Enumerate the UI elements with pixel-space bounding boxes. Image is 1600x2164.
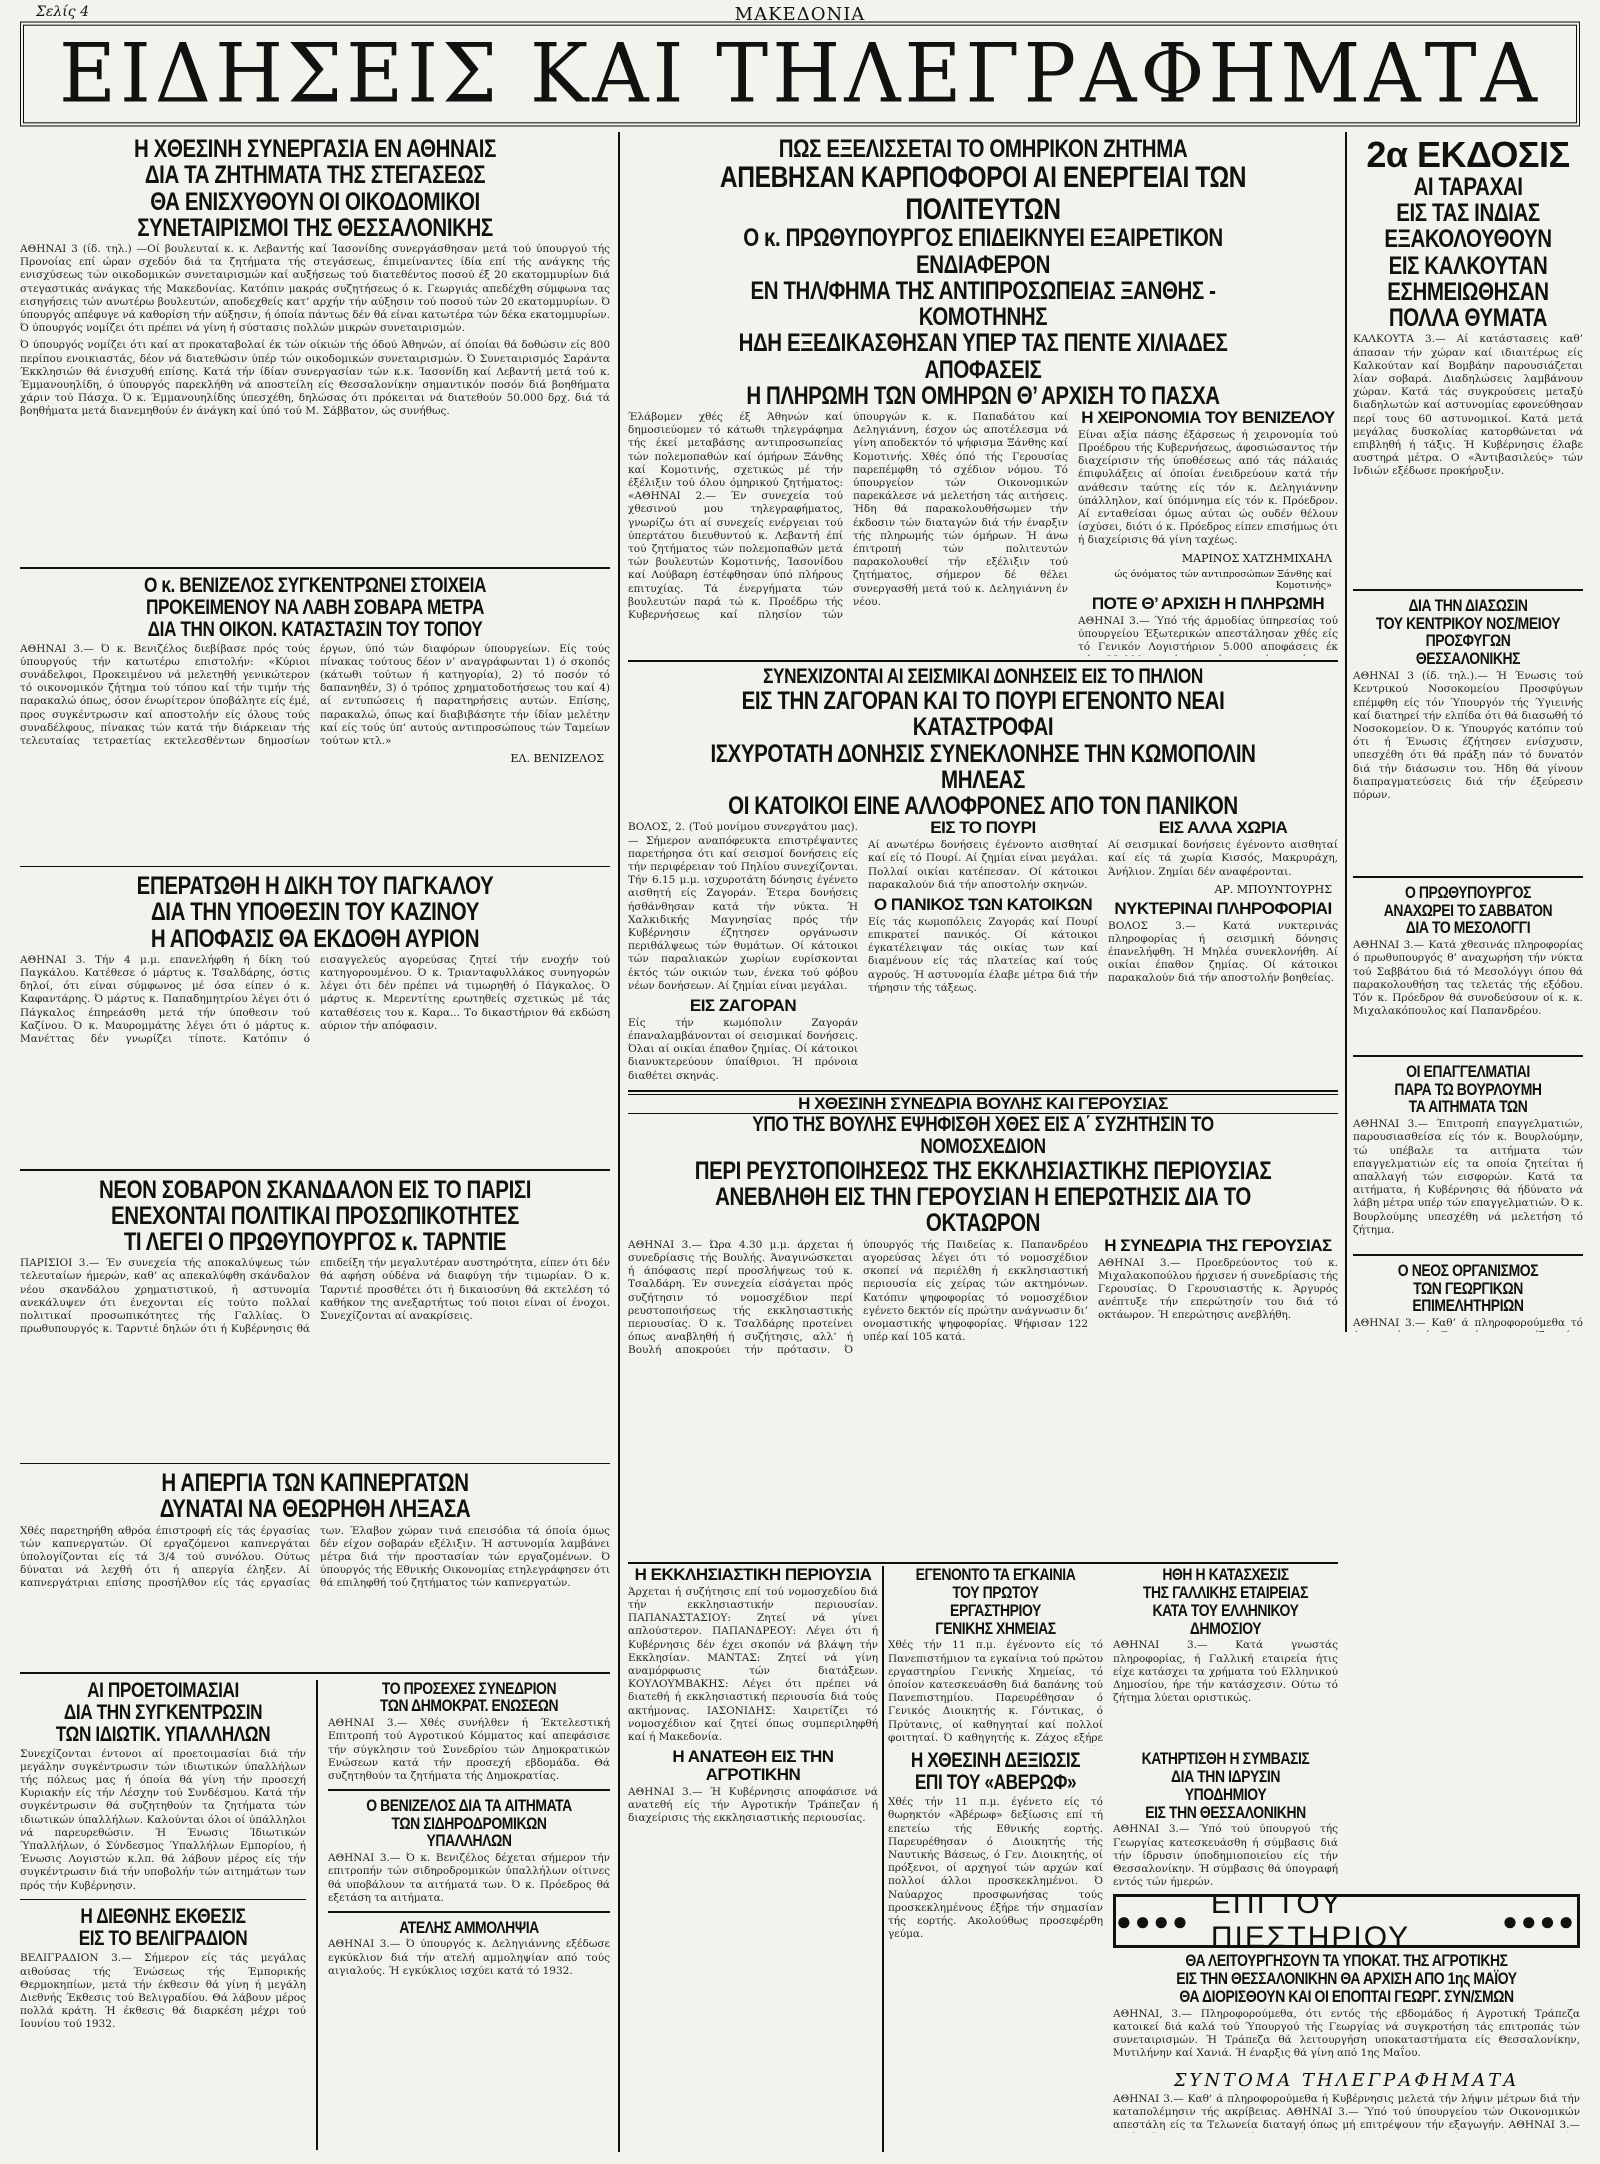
seismoi-columns: [628, 819, 1338, 1086]
headline-line: ΑΙ ΤΑΡΑΧΑΙ: [1413, 172, 1523, 201]
headline-line: Η ΔΙΕΘΝΗΣ ΕΚΘΕΣΙΣ: [80, 1905, 246, 1929]
headline-line: ΠΑΡΑ ΤΩ ΒΟΥΡΛΟΥΜΗ: [1394, 1079, 1542, 1099]
article-body: Αί ανωτέρω δονήσεις έγένοντο αισθηταί καί είς τό Πουρί. Αί ζημίαι είναι μεγάλαι. Πολλαί οικίαι κατέπεσαν. Οί κάτοικοι παρακαλούν διά τήν αποστολήν σκηνών.: [868, 839, 1098, 891]
section-banner: ΕΙΔΗΣΕΙΣ ΚΑΙ ΤΗΛΕΓΡΑΦΗΜΑΤΑ: [20, 22, 1580, 127]
article-body: ΑΘΗΝΑΙ 3. Τήν 4 μ.μ. επανελήφθη ή δίκη τού Παγκάλου. Κατέθεσε ό μάρτυς κ. Τσαλδάρης, όστις δηλοί, ότι είναι σύμφωνος μέ όσα είπεν ό κ. Καφαντάρης. Ό μάρτυς κ. Παπαδημητρίου λέγει ότι ό Πάγκαλος έπηρεάσθη μετά τήν ύποθεσιν τού Καζίνου. Ό κ. Μαυρομμάτης λέγει ότι ό μάρτυς κ. Μανέττας δέν γνωρίζει τίποτε. Κατόπιν ό εισαγγελεύς αγορεύσας ζητεί τήν ενοχήν τού κατηγορουμένου. Ό κ. Τριανταφυλλάκος συνηγορών λέγει ότι δέν πρέπει νά τιμωρηθή ό Πάγκαλος. Ό μάρτυς κ. Μερεντίτης ερωτηθείς σχετικώς μέ τάς καταθέσεις του κ. Καρα... Το δικαστήριον θά εκδώση αύριον τήν απόφασιν.: [20, 953, 610, 1045]
left-bottom-b: [328, 1680, 610, 2150]
column-rule: [316, 1680, 318, 2150]
headline-line: Η ΧΘΕΣΙΝΗ ΔΕΞΙΩΣΙΣ: [910, 1750, 1081, 1772]
left-bottom-row: [20, 1680, 610, 2150]
article-ypodimio: [1113, 1750, 1338, 1890]
headline-line: Η ΠΛΗΡΩΜΗ ΤΩΝ ΟΜΗΡΩΝ Θ’ ΑΡΧΙΣΗ ΤΟ ΠΑΣΧΑ: [746, 381, 1220, 410]
headline-line: ΔΙΑ ΤΗΝ ΣΥΓΚΕΝΤΡΩΣΙΝ: [63, 1700, 263, 1724]
signature-note: ώς όνόματος τών αντιπροσώπων Ξάνθης καί Κομοτινής»: [1114, 568, 1332, 591]
divider: [20, 1169, 610, 1171]
edition-label: 2α ΕΚΔΟΣΙΣ: [1366, 136, 1570, 175]
headline-line: ΗΘΗ Η ΚΑΤΑΣΧΕΣΙΣ: [1162, 1566, 1289, 1584]
headline-line: ΤΟ ΠΡΟΣΕΧΕΣ ΣΥΝΕΔΡΙΟΝ: [381, 1679, 557, 1698]
article-body: ΚΑΛΚΟΥΤΑ 3.— Αί κατάστασεις καθ’ άπασαν τήν χώραν καί ιδιαιτέρως είς Καλκούταν καί Βομβάην παρουσιάζεται λίαν σοβαρά. Διαδηλώσεις λαμβάνουν χώραν. Κατά τάς συγκρούσεις μεταξύ διαδηλωτών καί αστυνομίας εφονεύθησαν περί τους 60 αστυνομικοί. Κατά μετά μεγάλας δυσκολίας κατορθώνεται νά επιβληθή ή τάξις. Ή Κυβέρνησις έλαβε αυστηρά μέτρα. Ο «Άντιβασιλεύς» τών Ινδιών εξέδωσε προκήρυξιν.: [1353, 333, 1583, 478]
article-body: ΑΘΗΝΑΙ 3.— Προεδρεύοντος τού κ. Μιχαλακοπούλου ήρχισεν ή συνεδρίασις τής Γερουσίας. Ό Γερουσιαστής κ. Άργυρός ανέπτυξε τήν επερώτησίν του διά τό οκτάωρον. Ή επερώτησις ανεβλήθη.: [1098, 1256, 1338, 1322]
headline-line: ΕΓΕΝΟΝΤΟ ΤΑ ΕΓΚΑΙΝΙΑ: [915, 1566, 1076, 1584]
headline-line: ΠΩΣ ΕΞΕΛΙΣΣΕΤΑΙ ΤΟ ΟΜΗΡΙΚΟΝ ΖΗΤΗΜΑ: [778, 136, 1188, 163]
omiroi-side: [1078, 409, 1338, 656]
article-body: ΑΘΗΝΑΙ 3.— Ύπό τού ύπουργού τής Γεωργίας κατεσκευάσθη ή σύμβασις διά τήν ίδρυσιν ύποδημιοποιείου είς τήν Θεσσαλονίκην. Ή σύμβασις θά ύπογραφή εντός τών ήμερών.: [1113, 1823, 1338, 1889]
divider: [1353, 1055, 1583, 1057]
divider: [20, 1463, 610, 1465]
article-gallikes: [1113, 1566, 1338, 1746]
headline-line: ΔΙΑ ΤΟ ΜΕΣΟΛΟΓΓΙ: [1405, 918, 1531, 938]
headline-line: ΘΑ ΕΝΙΣΧΥΘΟΥΝ ΟΙ ΟΙΚΟΔΟΜΙΚΟΙ: [150, 187, 480, 216]
article-body: ΒΟΛΟΣ, 2. (Τού μονίμου συνεργάτου μας).— Σήμερον αναπόφευκτα επιστρέψαντες παρετήρησα ότι καί σεισμοί δονήσεις είς τήν περιφέρειαν τού Πηλίου συνεχίζονται. Τήν 6.15 μ.μ. ισχυροτάτη δόνησις έγένετο αισθητή είς Ζαγοράν. Έτερα δονήσεις ήσθάνθησαν κατά τήν νύκτα. Ή Χαλκιδικής Μαγνησίας πρός τήν Κυβέρνησιν έζητησεν οργάνωσιν περιθάλψεως τών θυμάτων. Οί κάτοικοι τών παραλιακών χωρίων ευρίσκονται έκτός τών οικιών των, ένεκα τού φόβου νέων δονήσεων. Αί ζημίαι είναι μεγάλαι.: [628, 821, 858, 992]
seismoi-col-1: [628, 819, 858, 1086]
headline-line: ΤΟΥ ΠΡΩΤΟΥ ΕΡΓΑΣΤΗΡΙΟΥ: [950, 1582, 1041, 1620]
column-rule: [882, 1566, 884, 2152]
piestirio-banner: [1113, 1894, 1580, 1954]
piestirio-title: ΕΠΙ ΤΟΥ ΠΙΕΣΤΗΡΙΟΥ: [1210, 1894, 1411, 1954]
article-parisi: [20, 1177, 610, 1457]
article-omiroi: [628, 136, 1338, 656]
signature: ΜΑΡΙΝΟΣ ΧΑΤΖΗΜΙΧΑΗΛ: [1181, 551, 1332, 565]
article-body: ΑΘΗΝΑΙ 3.— Ώρα 4.30 μ.μ. άρχεται ή συνεδρίασις τής Βουλής. Άναγινώσκεται ή άπόφασις περί προσλήψεως τού κ. Τσαλδάρη. Έν συνεχεία είσάγεται πρός συζήτησιν τό νομοσχέδιον περί ρευστοποιήσεως τής εκκλησιαστικής περιουσίας. Ό κ. Τσαλδάρης προτείνει όπως αναβληθή ή συζήτησις, αλλ’ ή Βουλή αποκρούει τήν πρότασιν. Ό ύπουργός τής Παιδείας κ. Παπανδρέου αγορεύσας λέγει ότι τό νομοσχέδιον σκοπεί νά περιέλθη ή εκκλησιαστική περιουσία είς χείρας τών ακτημόνων. Κατόπιν ψηφοφορίας τό νομοσχέδιον εγένετο δεκτόν είς πρώτην ανάγνωσιν δι’ ονομαστικής ψηφοφορίας. Ψήφισαν 122 υπέρ καί 105 κατά.: [628, 1238, 1088, 1357]
left-bottom-a: [20, 1680, 306, 2150]
article-body: ΑΘΗΝΑΙ 3 (ίδ. τηλ.).— Ή Ένωσις τού Κεντρικού Νοσοκομείου Προσφύγων επέμφθη είς τόν Ύπουργόν τής Ύγιεινής καί διατηρεί τήν ελπίδα ότι θά διασωθή τό Νοσοκομείον. Ό κ. Ύπουργός κατόπιν τού ότι ή Ένωσις έζήτησεν ενίσχυσιν, υπεσχέθη ότι θά πράξη πάν τό δυνατόν διά τήν διάσωσιν του. Ήδη θά γίνουν διαπραγματεύσεις διά τήν έξεύρεσιν πόρων.: [1353, 670, 1583, 801]
divider: [1353, 1254, 1583, 1256]
headline-line: ΑΠΕΒΗΣΑΝ ΚΑΡΠΟΦΟΡΟΙ ΑΙ ΕΝΕΡΓΕΙΑΙ ΤΩΝ ΠΟΛΙΤΕΥΤΩΝ: [719, 161, 1247, 226]
article-body: Άρχεται ή συζήτησις επί τού νομοσχεδίου διά τήν εκκλησιαστικήν περιουσίαν. ΠΑΠΑΝΑΣΤΑΣΙΟΥ: Ζητεί νά γίνει απλούστερον. ΠΑΠΑΝΔΡΕΟΥ: Λέγει ότι ή Κυβέρνησις δέν έχει σκοπόν νά βλάψη τήν Εκκλησίαν. ΜΑΝΤΑΣ: Ζητεί νά γίνη αναμόρφωσις τών διατάξεων. ΚΟΥΛΟΥΜΒΑΚΗΣ: Λέγει ότι πρέπει νά διατεθή ή εκκλησιαστική περιουσία διά τούς ακτήμονας. ΙΑΣΟΝΙΔΗΣ: Χαιρετίζει τό νομοσχέδιον καί ζητεί όπως συμπεριληφθή καί ή Μακεδονία.: [628, 1585, 878, 1744]
subheading: Ο ΠΑΝΙΚΟΣ ΤΩΝ ΚΑΤΟΙΚΩΝ: [873, 894, 1093, 914]
subheading: Η ΑΝΑΤΕΘΗ ΕΙΣ ΤΗΝ ΑΓΡΟΤΙΚΗΝ: [672, 1747, 834, 1785]
right-column: [1353, 136, 1583, 1332]
divider: [1353, 589, 1583, 591]
subheading: ΠΟΤΕ Θ’ ΑΡΧΙΣΗ Η ΠΛΗΡΩΜΗ: [1091, 593, 1325, 613]
subheading: ΕΙΣ ΤΟ ΠΟΥΡΙ: [930, 819, 1036, 838]
ornament-dots: ●●●●: [1116, 1905, 1191, 1936]
seismoi-col-3: [1108, 819, 1338, 1086]
divider: [20, 1899, 306, 1901]
article-body: ΑΘΗΝΑΙ 3.— Χθές συνήλθεν ή Έκτελεστική Επιτροπή τού Αγροτικού Κόμματος καί απεφάσισε τήν σύγκλησιν τού Συνεδρίου τών Δημοκρατικών Ενώσεων κατά τήν προσεχή εβδομάδα. Θά συζητηθούν τα ζητήματα τής Δημοκρατίας.: [327, 1717, 610, 1782]
headline-line: Η ΑΠΕΡΓΙΑ ΤΩΝ ΚΑΠΝΕΡΓΑΤΩΝ: [161, 1470, 469, 1497]
headline-line: Η ΑΠΟΦΑΣΙΣ ΘΑ ΕΚΔΟΘΗ ΑΥΡΙΟΝ: [150, 924, 480, 953]
headline-line: ΘΑ ΔΙΟΡΙΣΘΟΥΝ ΚΑΙ ΟΙ ΕΠΟΠΤΑΙ ΓΕΩΡΓ. ΣΥΝ/ΣΜΩΝ: [1179, 1986, 1514, 2006]
headline-line: ΔΙΑ ΤΗΝ ΟΙΚΟΝ. ΚΑΤΑΣΤΑΣΙΝ ΤΟΥ ΤΟΠΟΥ: [147, 617, 483, 641]
article-chimeia: [888, 1566, 1103, 1746]
article-body: ΑΘΗΝΑΙ 3.— Ό ύπουργός κ. Δεληγιάννης εξέδωσε εγκύκλιον διά τήν ατελή αμμοληψίαν από τούς αιγιαλούς. Ή εγκύκλιος ισχύει κατά τό 1932.: [327, 1938, 610, 1977]
article-body: Είναι αξία πάσης έξάρσεως ή χειρονομία τού Προέδρου τής Κυβερνήσεως, άφοσιώσαντος τήν διαχείρισιν τής ύποθέσεως από τάς πάλαιάς έπιφυλάξεις αί όποίαι ένειδρεύουν κατά τήν ανάθεσιν ταύτης είς τόν κ. Δεληγιάννην ύπάλληλον, καί ύπόμνημα είς τόν κ. Πρόεδρον. Αί ενταθείσαι όμως αύται ώς ουδέν θέλουν ίσχύσει, διότι ό κ. Πρόεδρος είπεν επισήμως ότι ή διαχείρισις θά γίνη ταχέως.: [1078, 428, 1338, 547]
center-lower-left: [628, 1566, 878, 2152]
divider: [20, 866, 610, 868]
subheading: ΝΥΚΤΕΡΙΝΑΙ ΠΛΗΡΟΦΟΡΙΑΙ: [1114, 898, 1332, 918]
headline-line: ΠΡΟΚΕΙΜΕΝΟΥ ΝΑ ΛΑΒΗ ΣΟΒΑΡΑ ΜΕΤΡΑ: [146, 595, 484, 619]
article-body: ΒΟΛΟΣ 3.— Κατά νυκτερινάς πληροφορίας ή σεισμική δόνησις έπανελήφθη. Ή Μηλέα συνεκλονήθη. Αί οικίαι έπαθον ζημίας. Οί κάτοικοι παρακαλούν διά τήν αποστολήν βοηθείας.: [1108, 919, 1338, 985]
headline-line: ΑΙ ΠΡΟΕΤΟΙΜΑΣΙΑΙ: [87, 1679, 239, 1702]
headline-line: ΚΑΤΗΡΤΙΣΘΗ Η ΣΥΜΒΑΣΙΣ: [1141, 1750, 1310, 1768]
article-body: Χθές τήν 11 π.μ. έγένετο είς τό θωρηκτόν «Άβέρωφ» δεξίωσις επί τή επετείω τής Εθνικής εορτής. Παρευρέθησαν ό Διοικητής τής Ναυτικής Βάσεως, ό Γεν. Διοικητής, οί πρόξενοι, οί αρχηγοί τών αρχών καί πολλοί άλλοι προσκεκλημένοι. Ό Ναύαρχος προσφωνήσας τούς προσκεκλημένους έξήρε τήν σημασίαν τής εορτής. Ακολούθως προσεφέρθη γεύμα.: [888, 1796, 1103, 1941]
headline-line: ΔΙΑ ΤΗΝ ΔΙΑΣΩΣΙΝ: [1408, 595, 1528, 615]
divider: [628, 1562, 1338, 1564]
headline-line: ΕΙΣ ΤΗΝ ΖΑΓΟΡΑΝ ΚΑΙ ΤΟ ΠΟΥΡΙ ΕΓΕΝΟΝΤΟ ΝΕΑΙ ΚΑΤΑΣΤΡΟΦΑΙ: [741, 687, 1225, 742]
headline-line: Ο κ. ΠΡΩΘΥΠΟΥΡΓΟΣ ΕΠΙΔΕΙΚΝΥΕΙ ΕΞΑΙΡΕΤΙΚΟΝ ΕΝΔΙΑΦΕΡΟΝ: [743, 224, 1223, 279]
headline-line: Ο ΠΡΩΘΥΠΟΥΡΓΟΣ: [1405, 882, 1531, 902]
headline-line: ΚΑΤΑ ΤΟΥ ΕΛΛΗΝΙΚΟΥ ΔΗΜΟΣΙΟΥ: [1152, 1600, 1299, 1638]
headline-line: ΣΥΝΕΧΙΖΟΝΤΑΙ ΑΙ ΣΕΙΣΜΙΚΑΙ ΔΟΝΗΣΕΙΣ ΕΙΣ ΤΟ ΠΗΛΙΟΝ: [763, 666, 1203, 688]
vouli-side: [1098, 1237, 1338, 1560]
headline-line: ΙΣΧΥΡΟΤΑΤΗ ΔΟΝΗΣΙΣ ΣΥΝΕΚΛΟΝΗΣΕ ΤΗΝ ΚΩΜΟΠΟΛΙΝ ΜΗΛΕΑΣ: [710, 739, 1256, 794]
article-body: Έλάβομεν χθές έξ Άθηνών καί δημοσιεύομεν τό κάτωθι τηλεγράφημα τής έκεί μεταβάσης αντιπροσωπείας τών πολεμοπαθών καί όμήρων Ξάνθης καί Κομοτινής, σχετικώς μέ τήν έξέλιξιν τού όλου όμηρικού ζητήματος: «ΑΘΗΝΑΙ 2.— Έν συνεχεία τού χθεσινού μου τηλεγραφήματος, γνωρίζω ότι αί συνεχείς ενέργειαι τού ύπερτάτου διευθυντού κ. Λεβαντή έπί τού ζητήματος τών πολεμοπαθών μετά τών βουλευτών Κομοτινής, Ίασονίδου καί Λούβαρη έστέφθησαν ύπό πλήρους επιτυχίας. Τά ένεργήματα τών βουλευτών παρά τώ κ. Προέδρω τής Κυβερνήσεως καί πλησίον τών ύπουργών κ. κ. Παπαδάτου καί Δεληγιάννη, έσχον ώς αποτέλεσμα νά γίνη αποδεκτόν τό ψήφισμα Ξάνθης καί Κομοτινής. Χθές όπό τής Γερουσίας παρεπέμφθη τό σχέδιον νόμου. Τό ύπουργείον τών Οικονομικών παρεκάλεσε νά μελετήση τάς αιτήσεις. Ήδη θά παρακολουθήσωμεν τήν έκδοσιν τών διαταγών διά τήν έναρξιν τής πληρωμής τών όμήρων. Ή άνω έπιτροπή τών πολιτευτών παρακολουθεί τήν εξέλιξιν τού ζητήματος, σήμερον δέ θέλει συνεργασθή μετά τού κ. Δεληγιάννη έν νέου.: [628, 411, 1068, 622]
article-body: Αί σεισμικαί δονήσεις έγένοντο αισθηταί καί είς τά χωρία Κισσός, Μακρυράχη, Άνήλιον. Ζημίαι δέν αναφέρονται.: [1108, 839, 1338, 878]
subheading: Η ΕΚΚΛΗΣΙΑΣΤΙΚΗ ΠΕΡΙΟΥΣΙΑ: [634, 1566, 872, 1584]
headline-line: ΤΩΝ ΙΔΙΩΤΙΚ. ΥΠΑΛΛΗΛΩΝ: [55, 1722, 271, 1746]
headline-line: ΕΠΙ ΤΟΥ «ΑΒΕΡΩΦ»: [914, 1771, 1077, 1795]
section-label: Η ΧΘΕΣΙΝΗ ΣΥΝΕΔΡΙΑ ΒΟΥΛΗΣ ΚΑΙ ΓΕΡΟΥΣΙΑΣ: [628, 1094, 1338, 1114]
headline-line: ΕΙΣ ΤΗΝ ΘΕΣΣΑΛΟΝΙΚΗΝ ΘΑ ΑΡΧΙΣΗ ΑΠΟ 1ης ΜΑΪΟΥ: [1176, 1968, 1517, 1988]
signature: ΕΛ. ΒΕΝΙΖΕΛΟΣ: [510, 752, 604, 766]
headline-line: ΕΙΣ ΚΑΛΚΟΥΤΑΝ: [1388, 251, 1548, 280]
article-body: Ό ύπουργός νομίζει ότι καί ατ προκαταβολαί έκ τών οίκιών τής όδού Άθηνών, αί όποίαι θά δοθώσιν είς 800 περίπου ενοικιαστάς, δέον νά διατεθώσιν ύπέρ τών οικοδομικών συνεταιρισμών. Ό Συνεταιρισμός Σαράντα Έκκλησιών θά ένισχυθή επίσης. Κατά τήν ίδίαν συνεργασίαν τών κ.κ. Ίασονίδη καί Λεβαντή μετά τού κ. Έμμανουηλίδη, ό ύπουργός παρεκλήθη νά αποστείλη είς Θεσσαλονίκην σημαντικόν ποσόν διά βοηθήματα χάριν τού Πάσχα. Ό κ. Έμμανουηλίδης ύπεσχέθη, δηλώσας ότι πρόκειται νά διατεθούν 50.000 δρχ. διά τά βοηθήματα μετά διανεμηθούν έν άνάγκη καί ύπό τού Μ. Σάββατον, ώς συνήθως.: [20, 339, 610, 418]
chimeia-gallikes-row: [888, 1566, 1338, 1746]
signature: ΑΡ. ΜΠΟΥΝΤΟΥΡΗΣ: [1214, 882, 1332, 896]
article-apergia: [20, 1470, 610, 1666]
article-piestirio: [1113, 1894, 1580, 2152]
headline-line: ΤΩΝ ΓΕΩΡΓΙΚΩΝ ΕΠΙΜΕΛΗΤΗΡΙΩΝ: [1412, 1278, 1524, 1316]
divider: [1353, 876, 1583, 878]
headline-line: ΕΝΕΧΟΝΤΑΙ ΠΟΛΙΤΙΚΑΙ ΠΡΟΣΩΠΙΚΟΤΗΤΕΣ: [111, 1201, 519, 1230]
headline-line: ΥΠΟ ΤΗΣ ΒΟΥΛΗΣ ΕΨΗΦΙΣΘΗ ΧΘΕΣ ΕΙΣ Α΄ ΣΥΖΗΤΗΣΙΝ ΤΟ ΝΟΜΟΣΧΕΔΙΟΝ: [752, 1112, 1214, 1158]
headline-line: Η ΧΘΕΣΙΝΗ ΣΥΝΕΡΓΑΣΙΑ ΕΝ ΑΘΗΝΑΙΣ: [134, 136, 496, 163]
headline-line: ΕΠΕΡΑΤΩΘΗ Η ΔΙΚΗ ΤΟΥ ΠΑΓΚΑΛΟΥ: [136, 873, 494, 900]
column-rule-right: [1345, 132, 1347, 1332]
article-body: ΑΘΗΝΑΙ 3.— Καθ’ ά πληροφορούμεθα τό: [1353, 1317, 1583, 1330]
article-body: ΒΕΛΙΓΡΑΔΙΟΝ 3.— Σήμερον είς τάς μεγάλας αιθούσας τής Ένώσεως τής Έμπορικής Θερμοκηπίων, μετά τήν έκθεσιν θά γίνη ή μεγάλη Διεθνής Έκθεσις τού Βελιγραδίου. Θά λάβουν μέρος πολλά κράτη. Ή έκθεσις θά διαρκέση μέχρι τού Ιουνίου τού 1932.: [20, 1952, 306, 2031]
omiroi-columns: [628, 409, 1338, 656]
headline-line: ΤΗΣ ΓΑΛΛΙΚΗΣ ΕΤΑΙΡΕΙΑΣ: [1142, 1582, 1309, 1602]
divider: [628, 660, 1338, 662]
article-seismoi: [628, 666, 1338, 1086]
headline-line: Ο κ. ΒΕΝΙΖΕΛΟΣ ΣΥΓΚΕΝΤΡΩΝΕΙ ΣΤΟΙΧΕΙΑ: [143, 574, 487, 597]
headline-line: ΔΙΑ ΤΗΝ ΥΠΟΘΕΣΙΝ ΤΟΥ ΚΑΖΙΝΟΥ: [150, 898, 480, 927]
section-label: ΣΥΝΤΟΜΑ ΤΗΛΕΓΡΑΦΗΜΑΤΑ: [1173, 2069, 1520, 2091]
article-synergasia: [20, 136, 610, 561]
headline-line: ΑΝΑΧΩΡΕΙ ΤΟ ΣΑΒΒΑΤΟΝ: [1383, 900, 1553, 920]
ornament-dots: ●●●●: [1502, 1905, 1577, 1936]
headline-line: ΣΥΝΕΤΑΙΡΙΣΜΟΙ ΤΗΣ ΘΕΣΣΑΛΟΝΙΚΗΣ: [137, 213, 493, 242]
headline-line: ΑΤΕΛΗΣ ΑΜΜΟΛΗΨΙΑ: [399, 1917, 539, 1937]
headline-line: ΠΕΡΙ ΡΕΥΣΤΟΠΟΙΗΣΕΩΣ ΤΗΣ ΕΚΚΛΗΣΙΑΣΤΙΚΗΣ ΠΕΡΙΟΥΣΙΑΣ: [694, 1156, 1272, 1185]
article-body: ΑΘΗΝΑΙ 3.— Ή Κυβέρνησις αποφάσισε νά ανατεθή είς τήν Αγροτικήν Τράπεζαν ή διαχείρισις τής εκκλησιαστικής περιουσίας.: [628, 1785, 878, 1825]
headline-line: ΤΑ ΑΙΤΗΜΑΤΑ ΤΩΝ: [1408, 1097, 1528, 1117]
article-body: Χθές παρετηρήθη αθρόα έπιστροφή είς τάς έργασίας τών καπνεργατών. Οί εργαζόμενοι καπνεργάται ύπολογίζονται είς τά 3/4 τού συνόλου. Ούτως δύναται νά λεχθή ότι ή απεργία έληξεν. Αί καπνεργάτριαι επίσης προσήλθον είς τάς εργασίας των. Έλαβον χώραν τινά επεισόδια τά όποία όμως δέν είχον σοβαράν εξέλιξιν. Ή αστυνομία λαμβάνει μέτρα διά τήν προστασίαν τών εργαζομένων. Ό ύπουργός τής Εθνικής Οικονομίας ετηλεγράφησεν ότι θά επιληφθή τού ζητήματος τών καπνεργατών.: [20, 1524, 610, 1590]
headline-line: ΤΩΝ ΔΗΜΟΚΡΑΤ. ΕΝΩΣΕΩΝ: [379, 1696, 559, 1716]
subheading: Η ΣΥΝΕΔΡΙΑ ΤΗΣ ΓΕΡΟΥΣΙΑΣ: [1104, 1236, 1332, 1255]
article-body: ΑΘΗΝΑΙ 3.— Κατά χθεσινάς πληροφορίας ό πρωθυπουργός θ’ αναχωρήση τήν νύκτα τού Σαββάτου διά τό Μεσολόγγι όπου θά παρακολουθήση τας τελετάς τής εξόδου. Τόν κ. Πρόεδρον θά συνοδεύσουν οί κ. κ. Μιχαλακόπουλος καί Παπανδρέου.: [1353, 939, 1583, 1018]
headline-line: ΕΞΑΚΟΛΟΥΘΟΥΝ: [1384, 225, 1552, 254]
headline-line: ΤΟΥ ΚΕΝΤΡΙΚΟΥ ΝΟΣ/ΜΕΙΟΥ: [1375, 613, 1561, 633]
headline-line: ΕΣΗΜΕΙΩΘΗΣΑΝ: [1387, 277, 1549, 306]
divider: [20, 567, 610, 569]
headline-line: ΠΟΛΛΑ ΘΥΜΑΤΑ: [1388, 304, 1548, 333]
headline-line: ΠΡΟΣΦΥΓΩΝ ΘΕΣΣΑΛΟΝΙΚΗΣ: [1415, 631, 1521, 669]
article-venizelos: [20, 575, 610, 860]
article-body: ΠΑΡΙΣΙΟΙ 3.— Έν συνεχεία τής αποκαλύψεως τών τελευταίων ήμερών, καθ’ ας απεκαλύφθη σκάνδαλον νέου σκανδάλου χρηματιστικού, ή αστυνομία ανεκάλυψεν ότι ένεχονται είς τούτο πολλαί πολιτικαί προσωπικότητες τής Γαλλίας. Ό πρωθυπουργός κ. Ταρντιέ δηλών ότι ή Κυβέρνησις θά επιδείξη τήν μεγαλυτέραν αυστηρότητα, είπεν ότι δέν θά αφήση ούδένα νά διαφύγη τήν τιμωρίαν. Ό κ. Ταρντιέ προσθέτει ότι ή δικαιοσύνη θά εκτελέση τό καθήκον της ανεξαρτήτως τού ποιοι είναι οί ένοχοι. Συνεχίζονται αί ανακρίσεις.: [20, 1257, 610, 1336]
column-rule-left: [618, 132, 620, 2152]
headline-line: ΗΔΗ ΕΞΕΔΙΚΑΣΘΗΣΑΝ ΥΠΕΡ ΤΑΣ ΠΕΝΤΕ ΧΙΛΙΑΔΕΣ ΑΠΟΦΑΣΕΙΣ: [738, 329, 1228, 384]
divider: [328, 1789, 610, 1791]
headline-line: Ο ΝΕΟΣ ΟΡΓΑΝΙΣΜΟΣ: [1397, 1260, 1539, 1280]
article-body: ΑΘΗΝΑΙ 3 (ίδ. τηλ.) —Οί βουλευταί κ. κ. Λεβαντής καί Ίασονίδης συνεργάσθησαν μετά τού ύπουργού τής Προνοίας επί ώραν σχεδόν διά τα ζητήματα τής στεγάσεως, έπιμείναντες ίδία επί τής ανάγκης τής ενισχύσεως τών οικοδομικών συνεταιρισμών καί αυξήσεως τού διατεθέντος ποσού έξ 20 εκατομμυρίων διά στεγαστικάς ανάγκας τής Μακεδονίας. Κατόπιν μακράς συζητήσεως ό κ. Γεωργιάς απεδέχθη σύμφωνα τας εισηγήσεις τών ανωτέρω βουλευτών, αποδεχθείς κατ’ αρχήν τήν αύξησιν τού ποσού τών 20 εκατομμυρίων. Ό ύπουργός απέφυγε νά καθορίση τήν αύξησιν, ή όποία πάντως δέν θά είναι κατωτέρα τών δέκα εκατομμυρίων. Ό ύπουργός νομίζει ότι πρέπει νά γίνη ή σύστασις πολλών μικρών συνεταιρισμών.: [20, 243, 610, 335]
article-body: ΑΘΗΝΑΙ 3.— Κατά γνωστάς πληροφορίας, ή Γαλλική εταιρεία ήτις είχε κατάσχει τα χρήματα τού Ελληνικού Δημοσίου, ήρε τήν κατάσχεσιν. Ούτω τό ζήτημα λύεται οριστικώς.: [1113, 1639, 1338, 1705]
article-body: Συνεχίζονται έντονοι αί προετοιμασίαι διά τήν μεγάλην συγκέντρωσιν τών ιδιωτικών ύπαλλήλων τής πόλεως μας ή όποία θά γίνη τήν προσεχή Κυριακήν είς τήν Λέσχην τού Συνδέσμου. Κατά τήν συγκέντρωσιν θά συζητηθούν τα ζητήματα τών ιδιωτικών ύπαλλήλων. Καλούνται όλοι οί ύπάλληλοι νά παρευρεθώσιν. Ή Ένωσις Ίδιωτικών Ύπαλλήλων, ό Σύνδεσμος Ύπαλλήλων Εμπορίου, ή Ένωσις Λογιστών κ.λπ. θά λάβουν μέρος είς τήν συγκέντρωσιν διά τήν υποβολήν τών αιτημάτων των πρός τήν Κυβέρνησιν.: [20, 1747, 306, 1892]
article-pagkalos: [20, 873, 610, 1163]
headline-line: ΟΙ ΕΠΑΓΓΕΛΜΑΤΙΑΙ: [1406, 1061, 1530, 1081]
subheading: ΕΙΣ ΑΛΛΑ ΧΩΡΙΑ: [1158, 819, 1288, 838]
article-body: Χθές τήν 11 π.μ. έγένοντο είς τό Πανεπιστήμιον τα εγκαίνια τού πρώτου εργαστηρίου Γενικής Χημείας, τό όποίον κατεσκευάσθη διά δαπάνης τού Πανεπιστημίου. Παρευρέθησαν ό Γενικός Διοικητής κ. Γόντικας, ό Πρύτανις, οί καθηγηταί καί πολλοί φοιτηταί. Ό καθηγητής κ. Ζάχος εξήρε: [888, 1639, 1103, 1744]
article-body: ΑΘΗΝΑΙ 3.— Ό κ. Βενιζέλος διεβίβασε πρός τούς ύπουργούς τήν κατωτέρω επιστολήν: «Κύριοι συνάδελφοι, Προκειμένου νά μελετηθή γενικώτερον τό οικονομικόν ζήτημα τού τόπου καί τήν τιμήν τής παρακαλώ όπως, όσον ένωρίτερον ύποβάλητε είς έμέ, προς συγκέντρωσιν καί αποστολήν είς όλους τούς συναδέλφους, πίνακας τών κατά τήν διάρκειαν τής τελευταίας τετραετίας εκτελεσθέντων δημοσίων έργων, ύπό τών διαφόρων ύπουργείων. Είς τούς πίνακας τούτους δέον ν’ αναγράφωνται 1) ό σκοπός (κάτωθι τούτων ή κατηγορία), 2) τό ποσόν τό δαπανηθέν, 3) ό τρόπος χρηματοδοτήσεως του καί 4) αί εντυπώσεις ή παρατηρήσεις αυτών. Επίσης, παρακαλώ, όπως καί διαβιβάσητε τήν ίδίαν μελέτην καί είς τούς ύπ’ αυτούς αντιπροσώπους τών Ταμείων τούτων κτλ.»: [20, 642, 610, 748]
article-body: ΑΘΗΝΑΙ 3.— Καθ’ ά πληροφορούμεθα ή Κυβέρνησις μελετά τήν λήψιν μέτρων διά τήν καταπολέμησιν τής ακρίβειας. ΑΘΗΝΑΙ 3.— Ύπό τού ύπουργείου τών Οικονομικών απεστάλη είς τα Τελωνεία διαταγή όπως μή επιτρέψουν τήν εξαγωγήν. ΑΘΗΝΑΙ 3.—: [1113, 2092, 1580, 2131]
headline-line: ΝΕΟΝ ΣΟΒΑΡΟΝ ΣΚΑΝΔΑΛΟΝ ΕΙΣ ΤΟ ΠΑΡΙΣΙ: [98, 1176, 532, 1204]
headline-line: ΘΑ ΛΕΙΤΟΥΡΓΗΣΟΥΝ ΤΑ ΥΠΟΚΑΤ. ΤΗΣ ΑΓΡΟΤΙΚΗΣ: [1185, 1951, 1508, 1970]
left-column: [20, 136, 610, 2152]
center-lower-mid: [888, 1566, 1338, 1746]
headline-line: ΓΕΝΙΚΗΣ ΧΗΜΕΙΑΣ: [935, 1618, 1056, 1638]
vouli-columns: [628, 1237, 1338, 1560]
headline-line: ΤΩΝ ΣΙΔΗΡΟΔΡΟΜΙΚΩΝ ΥΠΑΛΛΗΛΩΝ: [391, 1813, 547, 1851]
article-body: ΑΘΗΝΑΙ 3.— Έπιτροπή επαγγελματιών, παρουσιασθείσα είς τόν κ. Βουρλούμην, τώ υπέβαλε τα αιτήματα τών επαγγελματιών είς τα οποία ζητείται ή απαλλαγή τών εισφορών. Κατά τα αιτήματα, ή Κυβέρνησις θά ήδύνατο νά λάβη μέτρα υπέρ τών επαγγελματιών. Ό κ. Βουρλούμης υπεσχέθη νά μελετήση τό ζήτημα.: [1353, 1118, 1583, 1236]
headline-line: ΟΙ ΚΑΤΟΙΚΟΙ ΕΙΝΕ ΑΛΛΟΦΡΟΝΕΣ ΑΠΟ ΤΟΝ ΠΑΝΙΚΟΝ: [728, 792, 1238, 821]
article-body: ΑΘΗΝΑΙ 3.— Ό κ. Βενιζέλος δέχεται σήμερον τήν επιτροπήν τών σιδηροδρομικών ύπαλλήλων οίτινες θά υποβάλουν τα αιτήματά των. Ό κ. Πρόεδρος θά εξετάση τα αιτήματα.: [327, 1852, 610, 1904]
subheading: Η ΧΕΙΡΟΝΟΜΙΑ ΤΟΥ ΒΕΝΙΖΕΛΟΥ: [1081, 409, 1335, 427]
headline-line: ΕΙΣ ΤΗΝ ΘΕΣΣΑΛΟΝΙΚΗΝ: [1145, 1802, 1306, 1822]
headline-line: ΕΙΣ ΤΟ ΒΕΛΙΓΡΑΔΙΟΝ: [78, 1927, 248, 1951]
headline-line: ΔΥΝΑΤΑΙ ΝΑ ΘΕΩΡΗΘΗ ΛΗΞΑΣΑ: [159, 1495, 471, 1524]
headline-line: ΤΙ ΛΕΓΕΙ Ο ΠΡΩΘΥΠΟΥΡΓΟΣ κ. ΤΑΡΝΤΙΕ: [123, 1228, 507, 1256]
article-body: Είς τάς κωμοπόλεις Ζαγοράς καί Πουρί επικρατεί πανικός. Οί κάτοικοι έγκατέλειψαν τάς οικίας των καί διαμένουν είς τάς πλατείας καί τούς αγρούς. Ή αστυνομία έλαβε μέτρα διά τήν τήρησιν τής τάξεως.: [868, 915, 1098, 994]
headline-line: ΕΙΣ ΤΑΣ ΙΝΔΙΑΣ: [1396, 199, 1540, 228]
subheading: ΕΙΣ ΖΑΓΟΡΑΝ: [689, 995, 797, 1015]
article-aerofou: [888, 1750, 1103, 2152]
paper-name: ΜΑΚΕΔΟΝΙΑ: [734, 4, 866, 25]
headline-line: Ο ΒΕΝΙΖΕΛΟΣ ΔΙΑ ΤΑ ΑΙΤΗΜΑΤΑ: [366, 1795, 572, 1815]
headline-line: ΑΝΕΒΛΗΘΗ ΕΙΣ ΤΗΝ ΓΕΡΟΥΣΙΑΝ Η ΕΠΕΡΩΤΗΣΙΣ ΔΙΑ ΤΟ ΟΚΤΑΩΡΟΝ: [715, 1183, 1251, 1238]
divider: [20, 1672, 610, 1674]
headline-line: ΕΝ ΤΗΛ/ΦΗΜΑ ΤΗΣ ΑΝΤΙΠΡΟΣΩΠΕΙΑΣ ΞΑΝΘΗΣ - ΚΟΜΟΤΗΝΗΣ: [750, 276, 1216, 331]
divider: [628, 1090, 1338, 1092]
seismoi-col-2: [868, 819, 1098, 1086]
article-body: Είς τήν κωμόπολιν Ζαγοράν έπαναλαμβάνονται οί σεισμικαί δονήσεις. Όλαι αί οικίαι έπαθον ζημίας. Οί κάτοικοι διανυκτερεύουν ύπαίθριοι. Ή πρόνοια διαθέτει σκηνάς.: [628, 1016, 858, 1082]
article-body: ΑΘΗΝΑΙ 3.— Ύπό τής άρμοδίας ύπηρεσίας τού ύπουργείου Έξωτερικών απεστάλησαν χθές είς τό Γενικόν Λογιστήριον 5.000 αποφάσεις έκ: [1078, 614, 1338, 653]
headline-line: ΔΙΑ ΤΗΝ ΙΔΡΥΣΙΝ ΥΠΟΔΗΜΙΟΥ: [1170, 1766, 1281, 1804]
headline-line: ΔΙΑ ΤΑ ΖΗΤΗΜΑΤΑ ΤΗΣ ΣΤΕΓΑΣΕΩΣ: [144, 161, 486, 190]
page-number: Σελίς 4: [36, 4, 89, 20]
article-body: ΑΘΗΝΑΙ, 3.— Πληροφορούμεθα, ότι εντός τής εβδομάδος ή Αγροτική Τράπεζα κατοικεί διά καλά τού Ύπουργού τής Γεωργίας νά συγκροτήση τάς επιτροπάς τών συνεταιρισμών. Ή Τράπεζα θά λειτουργήση υποκαταστήματα είς Θεσσαλονίκην, Μυτιλήνην καί Χανιά. Ή έναρξις θά γίνη από 1ης Μαΐου.: [1113, 2007, 1580, 2060]
article-vouli: [628, 1094, 1338, 1560]
divider: [328, 1911, 610, 1913]
